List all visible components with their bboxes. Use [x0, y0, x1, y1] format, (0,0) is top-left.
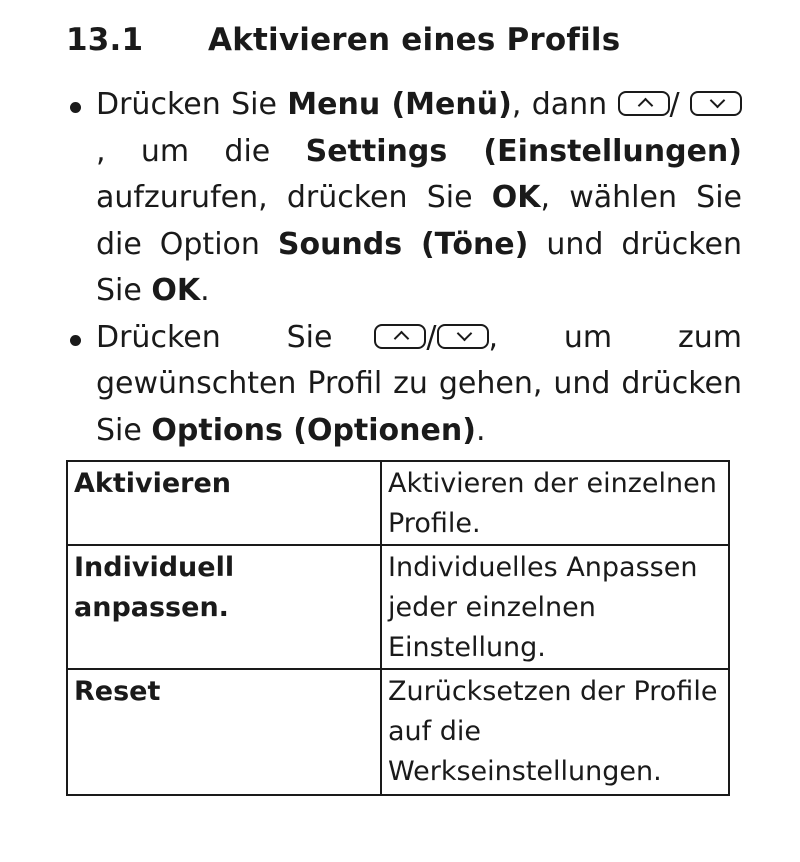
step-text: , um die [96, 133, 306, 169]
up-arrow-key-icon [374, 324, 426, 349]
down-arrow-key-icon [437, 324, 489, 349]
key-separator: / [426, 319, 437, 355]
step-text: , um zum gewünschten Profil zu gehen, und drücken Sie [96, 319, 742, 448]
option-term: Individuell anpassen. [67, 545, 381, 669]
step-text: aufzurufen, drücken Sie [96, 180, 492, 215]
sounds-option-label: Sounds (Töne) [277, 226, 529, 262]
instruction-step-2 [66, 315, 742, 455]
option-description: Individuelles Anpassen jeder einzelnen Einstellung. [381, 545, 729, 669]
table-row [67, 669, 729, 795]
instruction-step-1 [66, 82, 742, 315]
menu-key-label: Menu (Menü) [287, 87, 512, 122]
step-text: und drücken Sie [96, 226, 742, 308]
key-separator: / [669, 87, 680, 122]
step-text: , dann [511, 87, 618, 122]
section-number: 13.1 [66, 22, 144, 58]
section-heading [66, 22, 620, 58]
option-description: Zurücksetzen der Profile auf die Werkseinstellungen. [381, 669, 729, 795]
table-row [67, 545, 729, 669]
options-key-label: Options (Optionen) [151, 412, 476, 448]
option-description: Aktivieren der einzelnen Profile. [381, 461, 729, 545]
option-term: Aktivieren [67, 461, 381, 545]
instruction-list [66, 82, 742, 454]
table-row [67, 461, 729, 545]
step-text: , wählen Sie die Option [96, 180, 742, 262]
down-arrow-key-icon [690, 91, 742, 116]
ok-key-label: OK [151, 273, 201, 308]
settings-menu-label: Settings (Einstellungen) [305, 133, 742, 169]
option-term: Reset [67, 669, 381, 795]
step-text: . [200, 273, 210, 308]
step-text: . [475, 412, 486, 448]
ok-key-label: OK [491, 180, 541, 215]
up-arrow-key-icon [618, 91, 670, 116]
step-text: Drücken Sie [96, 87, 288, 122]
step-text: Drücken Sie [96, 319, 333, 355]
section-title: Aktivieren eines Profils [208, 22, 621, 58]
options-table [66, 460, 730, 796]
